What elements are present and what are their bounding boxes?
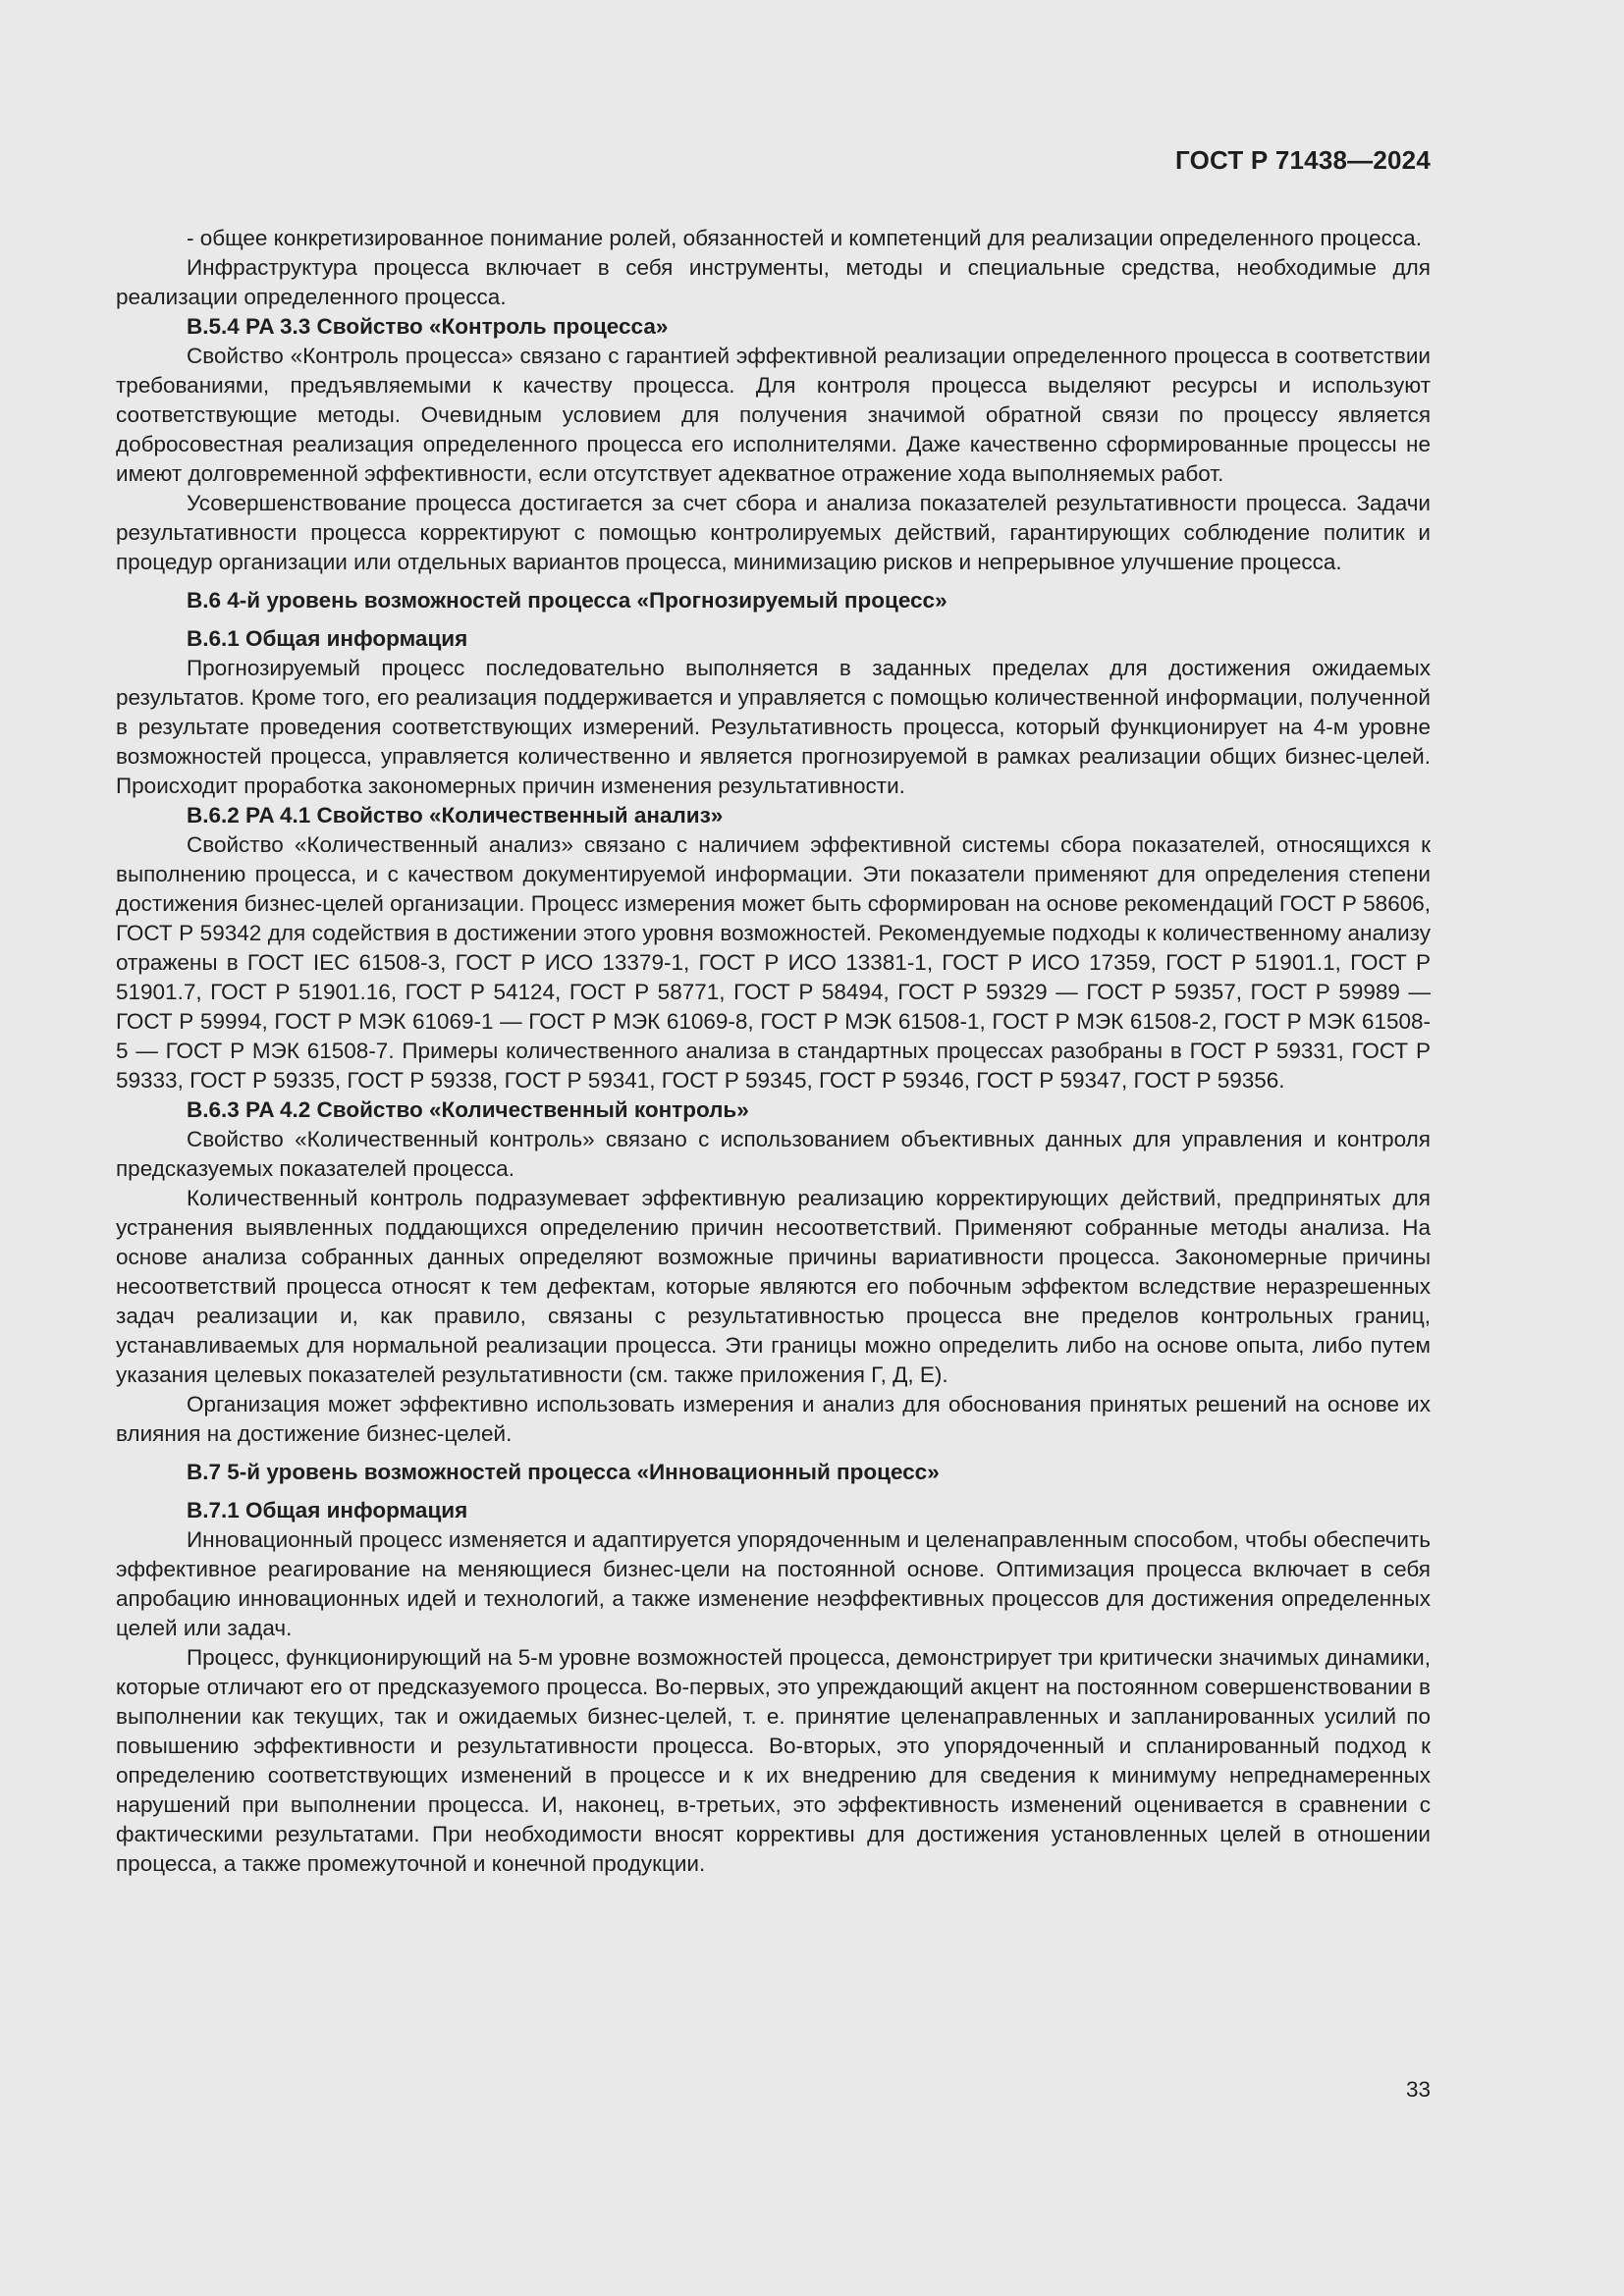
paragraph: Свойство «Количественный контроль» связано с использованием объективных данных для управления и контроля предсказуемых показателей процесса.: [116, 1127, 1431, 1181]
paragraph: Инфраструктура процесса включает в себя инструменты, методы и специальные средства, необходимые для реализации определенного процесса.: [116, 255, 1431, 309]
paragraph: Свойство «Контроль процесса» связано с гарантией эффективной реализации определенного процесса в соответствии требованиями, предъявляемыми к качеству процесса. Для контроля процесса выделяют ресурсы и используют соответствующие методы. Очевидным условием для получения значимой обратной связи по процессу является добросовестная реализация определенного процесса его исполнителями. Даже качественно сформированные процессы не имеют долговременной эффективности, если отсутствует адекватное отражение хода выполняемых работ.: [116, 344, 1431, 486]
paragraph: Прогнозируемый процесс последовательно выполняется в заданных пределах для достижения ожидаемых результатов. Кроме того, его реализация поддерживается и управляется с помощью количественной информации, полученной в результате проведения соответствующих измерений. Результативность процесса, который функционирует на 4-м уровне возможностей процесса, управляется количественно и является прогнозируемой в рамках реализации общих бизнес-целей. Происходит проработка закономерных причин изменения результативности.: [116, 656, 1431, 798]
section-heading: В.6 4-й уровень возможностей процесса «Прогнозируемый процесс»: [187, 588, 947, 613]
paragraph: Усовершенствование процесса достигается за счет сбора и анализа показателей результативности процесса. Задачи результативности процесса корректируют с помощью контролируемых действий, гарантирующих соблюдение политик и процедур организации или отдельных вариантов процесса, минимизацию рисков и непрерывное улучшение процесса.: [116, 491, 1431, 574]
paragraph: - общее конкретизированное понимание ролей, обязанностей и компетенций для реализации определенного процесса.: [187, 226, 1422, 250]
paragraph: Свойство «Количественный анализ» связано с наличием эффективной системы сбора показателей, относящихся к выполнению процесса, и с качеством документируемой информации. Эти показатели применяют для определения степени достижения бизнес-целей организации. Процесс измерения может быть сформирован на основе рекомендаций ГОСТ Р 58606, ГОСТ Р 59342 для содействия в достижении этого уровня возможностей. Рекомендуемые подходы к количественному анализу отражены в ГОСТ IEC 61508-3, ГОСТ Р ИСО 13379-1, ГОСТ Р ИСО 13381-1, ГОСТ Р ИСО 17359, ГОСТ Р 51901.1, ГОСТ Р 51901.7, ГОСТ Р 51901.16, ГОСТ Р 54124, ГОСТ Р 58771, ГОСТ Р 58494, ГОСТ Р 59329 — ГОСТ Р 59357, ГОСТ Р 59989 — ГОСТ Р 59994, ГОСТ Р МЭК 61069-1 — ГОСТ Р МЭК 61069-8, ГОСТ Р МЭК 61508-1, ГОСТ Р МЭК 61508-2, ГОСТ Р МЭК 61508-5 — ГОСТ Р МЭК 61508-7. Примеры количественного анализа в стандартных процессах разобраны в ГОСТ Р 59331, ГОСТ Р 59333, ГОСТ Р 59335, ГОСТ Р 59338, ГОСТ Р 59341, ГОСТ Р 59345, ГОСТ Р 59346, ГОСТ Р 59347, ГОСТ Р 59356.: [116, 832, 1431, 1093]
standard-code: ГОСТ Р 71438—2024: [1175, 145, 1431, 175]
section-heading: В.5.4 PA 3.3 Свойство «Контроль процесса»: [187, 314, 669, 339]
page-number: 33: [1405, 2077, 1431, 2102]
paragraph: Организация может эффективно использовать измерения и анализ для обоснования принятых решений на основе их влияния на достижение бизнес-целей.: [116, 1392, 1431, 1446]
section-heading: В.6.1 Общая информация: [187, 626, 468, 651]
section-heading: В.7.1 Общая информация: [187, 1498, 468, 1522]
paragraph: Процесс, функционирующий на 5-м уровне возможностей процесса, демонстрирует три критически значимых динамики, которые отличают его от предсказуемого процесса. Во-первых, это упреждающий акцент на постоянном совершенствовании в выполнении как текущих, так и ожидаемых бизнес-целей, т. е. принятие целенаправленных и запланированных усилий по повышению эффективности и результативности процесса. Во-вторых, это упорядоченный и спланированный подход к определению соответствующих изменений в процессе и к их внедрению для сведения к минимуму непреднамеренных нарушений при выполнении процесса. И, наконец, в-третьих, это эффективность изменений оценивается в сравнении с фактическими результатами. При необходимости вносят коррективы для достижения установленных целей в отношении процесса, а также промежуточной и конечной продукции.: [116, 1645, 1431, 1876]
section-heading: В.6.3 PA 4.2 Свойство «Количественный контроль»: [187, 1097, 749, 1122]
section-heading: В.7 5-й уровень возможностей процесса «Инновационный процесс»: [187, 1460, 940, 1484]
document-body: [116, 224, 1431, 1879]
section-heading: В.6.2 PA 4.1 Свойство «Количественный анализ»: [187, 803, 724, 828]
paragraph: Количественный контроль подразумевает эффективную реализацию корректирующих действий, предпринятых для устранения выявленных поддающихся определению причин несоответствий. Применяют собранные методы анализа. На основе анализа собранных данных определяют возможные причины вариативности процесса. Закономерные причины несоответствий процесса относят к тем дефектам, которые являются его побочным эффектом вследствие неразрешенных задач реализации и, как правило, связаны с результативностью процесса вне пределов контрольных границ, устанавливаемых для нормальной реализации процесса. Эти границы можно определить либо на основе опыта, либо путем указания целевых показателей результативности (см. также приложения Г, Д, Е).: [116, 1186, 1431, 1387]
paragraph: Инновационный процесс изменяется и адаптируется упорядоченным и целенаправленным способом, чтобы обеспечить эффективное реагирование на меняющиеся бизнес-цели на постоянной основе. Оптимизация процесса включает в себя апробацию инновационных идей и технологий, а также изменение неэффективных процессов для достижения определенных целей или задач.: [116, 1527, 1431, 1640]
